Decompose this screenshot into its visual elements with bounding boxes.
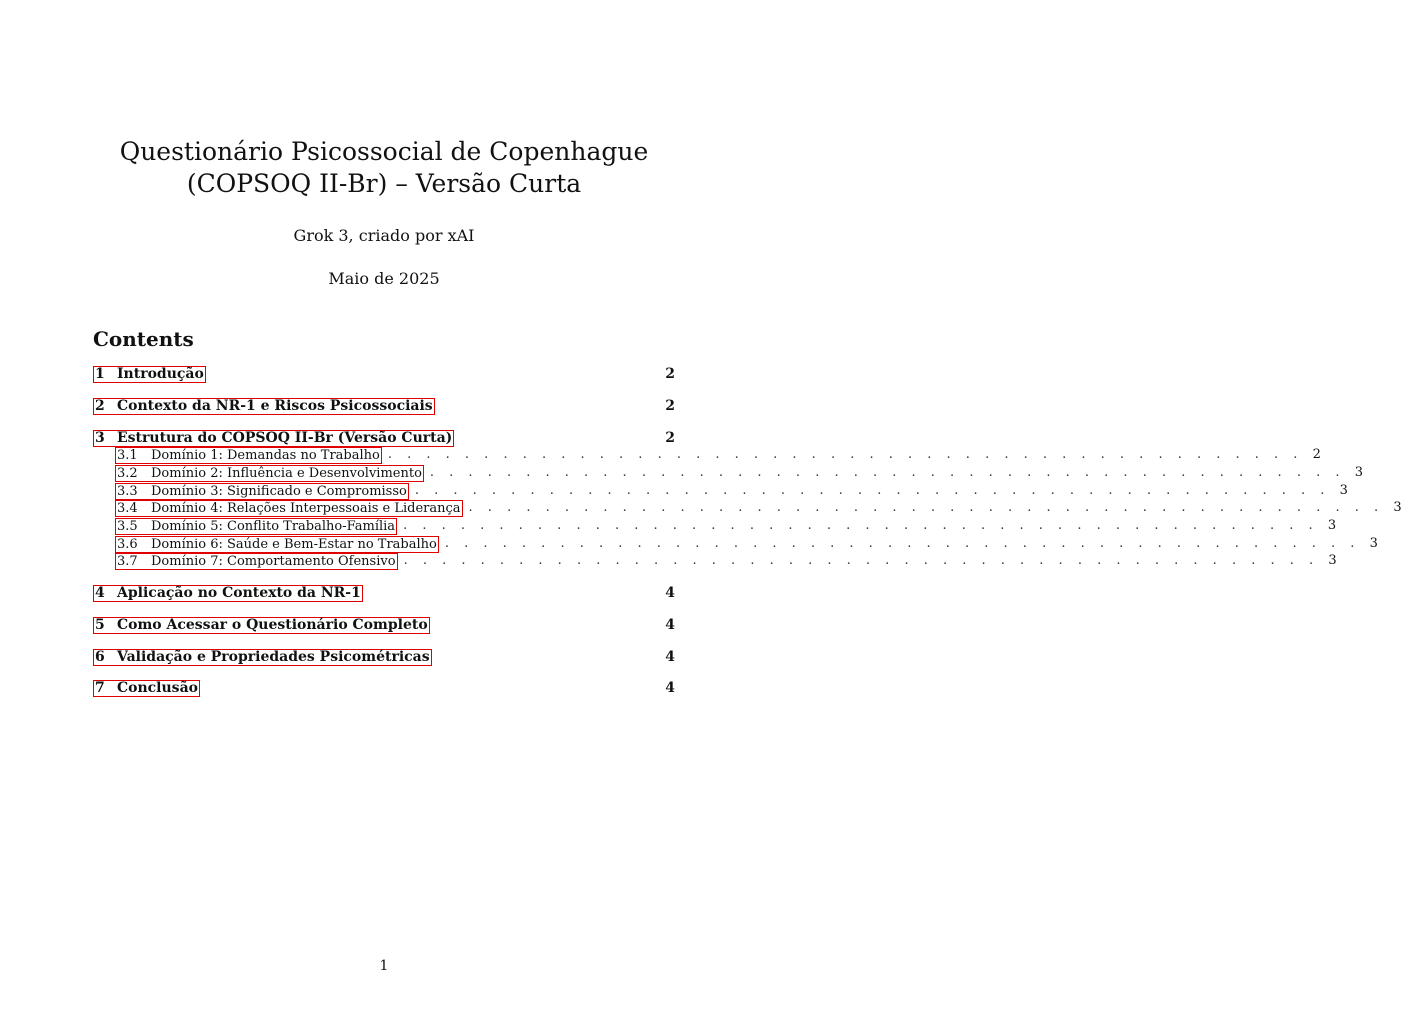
- document-title: Questionário Psicossocial de Copenhague (COPSOQ II-Br) – Versão Curta: [119, 137, 649, 198]
- toc-number: 3.1: [117, 448, 138, 463]
- toc-entry-6: [93, 648, 675, 666]
- page-number: 1: [379, 958, 389, 974]
- toc-link-3[interactable]: [93, 430, 454, 447]
- toc-link-7[interactable]: [93, 680, 200, 697]
- toc-number: 3.4: [117, 501, 138, 516]
- toc-link-3-3[interactable]: [115, 483, 409, 500]
- toc-entry-3-4: [115, 499, 1402, 517]
- toc-leader-dots: . . . . . . . . . . . . . . . . . . . . . . . . . . . . . . . . . . . . . . . . . . . . . . . .: [414, 483, 1330, 498]
- toc-entry-3-1: [115, 446, 1321, 464]
- toc-leader-dots: . . . . . . . . . . . . . . . . . . . . . . . . . . . . . . . . . . . . . . . . . . . . . . . .: [387, 447, 1303, 462]
- toc-link-2[interactable]: [93, 398, 435, 415]
- toc-link-1[interactable]: [93, 366, 206, 383]
- toc-label: Domínio 6: Saúde e Bem-Estar no Trabalho: [151, 537, 437, 552]
- toc-page: 2: [665, 430, 675, 446]
- toc-link-3-2[interactable]: [115, 465, 424, 482]
- toc-page: 4: [665, 585, 675, 601]
- toc-entry-3-7: [115, 552, 1337, 570]
- toc-entry-7: [93, 679, 675, 697]
- toc-number: 3.2: [117, 466, 138, 481]
- toc-number: 3.7: [117, 554, 138, 569]
- toc-page: 3: [1354, 465, 1363, 480]
- toc-leader-dots: . . . . . . . . . . . . . . . . . . . . . . . . . . . . . . . . . . . . . . . . . . . . . . . .: [429, 465, 1345, 480]
- toc-link-4[interactable]: [93, 585, 363, 602]
- toc-page: 4: [665, 617, 675, 633]
- toc-label: Aplicação no Contexto da NR-1: [117, 585, 361, 601]
- toc-link-3-4[interactable]: [115, 500, 463, 517]
- toc-entry-5: [93, 616, 675, 634]
- toc-number: 3.3: [117, 484, 138, 499]
- toc-label: Contexto da NR-1 e Riscos Psicossociais: [117, 398, 433, 414]
- toc-number: 3.5: [117, 519, 138, 534]
- toc-page: 2: [665, 366, 675, 382]
- toc-page: 4: [665, 649, 675, 665]
- toc-number: 5: [95, 617, 105, 633]
- toc-page: 3: [1327, 518, 1337, 533]
- toc-leader-dots: . . . . . . . . . . . . . . . . . . . . . . . . . . . . . . . . . . . . . . . . . . . . . . . .: [403, 518, 1319, 533]
- toc-number: 6: [95, 649, 105, 665]
- toc-page: 3: [1369, 536, 1378, 551]
- toc-page: 2: [665, 398, 675, 414]
- toc-number: 1: [95, 366, 105, 382]
- toc-entry-3-6: [115, 535, 1378, 553]
- toc-label: Estrutura do COPSOQ II-Br (Versão Curta): [117, 430, 453, 446]
- toc-page: 2: [1312, 447, 1321, 462]
- toc-page: 4: [665, 680, 675, 696]
- document-author: Grok 3, criado por xAI: [293, 226, 475, 245]
- toc-label: Domínio 5: Conflito Trabalho-Família: [151, 519, 396, 534]
- toc-link-3-7[interactable]: [115, 553, 398, 570]
- toc-leader-dots: . . . . . . . . . . . . . . . . . . . . . . . . . . . . . . . . . . . . . . . . . . . . . . . .: [468, 500, 1384, 515]
- toc-leader-dots: . . . . . . . . . . . . . . . . . . . . . . . . . . . . . . . . . . . . . . . . . . . . . . . .: [444, 536, 1360, 551]
- toc-link-5[interactable]: [93, 617, 430, 634]
- toc-entry-2: [93, 397, 675, 415]
- contents-heading: Contents: [93, 327, 194, 351]
- toc-label: Conclusão: [117, 680, 198, 696]
- toc-entry-3-2: [115, 464, 1363, 482]
- toc-label: Introdução: [117, 366, 204, 382]
- toc-link-3-5[interactable]: [115, 518, 397, 535]
- toc-link-3-6[interactable]: [115, 536, 439, 553]
- toc-label: Validação e Propriedades Psicométricas: [117, 649, 430, 665]
- toc-link-3-1[interactable]: [115, 447, 382, 464]
- toc-entry-3-3: [115, 482, 1348, 500]
- toc-number: 2: [95, 398, 105, 414]
- toc-entry-1: [93, 365, 675, 383]
- toc-label: Domínio 1: Demandas no Trabalho: [151, 448, 380, 463]
- toc-number: 3.6: [117, 537, 138, 552]
- toc-entry-3-5: [115, 517, 1337, 535]
- toc-number: 4: [95, 585, 105, 601]
- toc-entry-3: [93, 429, 675, 447]
- toc-link-6[interactable]: [93, 649, 432, 666]
- toc-label: Domínio 4: Relações Interpessoais e Liderança: [151, 501, 461, 516]
- toc-label: Domínio 2: Influência e Desenvolvimento: [151, 466, 422, 481]
- toc-label: Domínio 7: Comportamento Ofensivo: [151, 554, 396, 569]
- toc-page: 3: [1339, 483, 1348, 498]
- toc-number: 3: [95, 430, 105, 446]
- toc-page: 3: [1393, 500, 1402, 515]
- toc-page: 3: [1328, 553, 1337, 568]
- toc-number: 7: [95, 680, 105, 696]
- toc-leader-dots: . . . . . . . . . . . . . . . . . . . . . . . . . . . . . . . . . . . . . . . . . . . . . . . .: [403, 553, 1319, 568]
- toc-entry-4: [93, 584, 675, 602]
- toc-label: Como Acessar o Questionário Completo: [117, 617, 428, 633]
- toc-label: Domínio 3: Significado e Compromisso: [151, 484, 407, 499]
- document-date: Maio de 2025: [328, 269, 440, 288]
